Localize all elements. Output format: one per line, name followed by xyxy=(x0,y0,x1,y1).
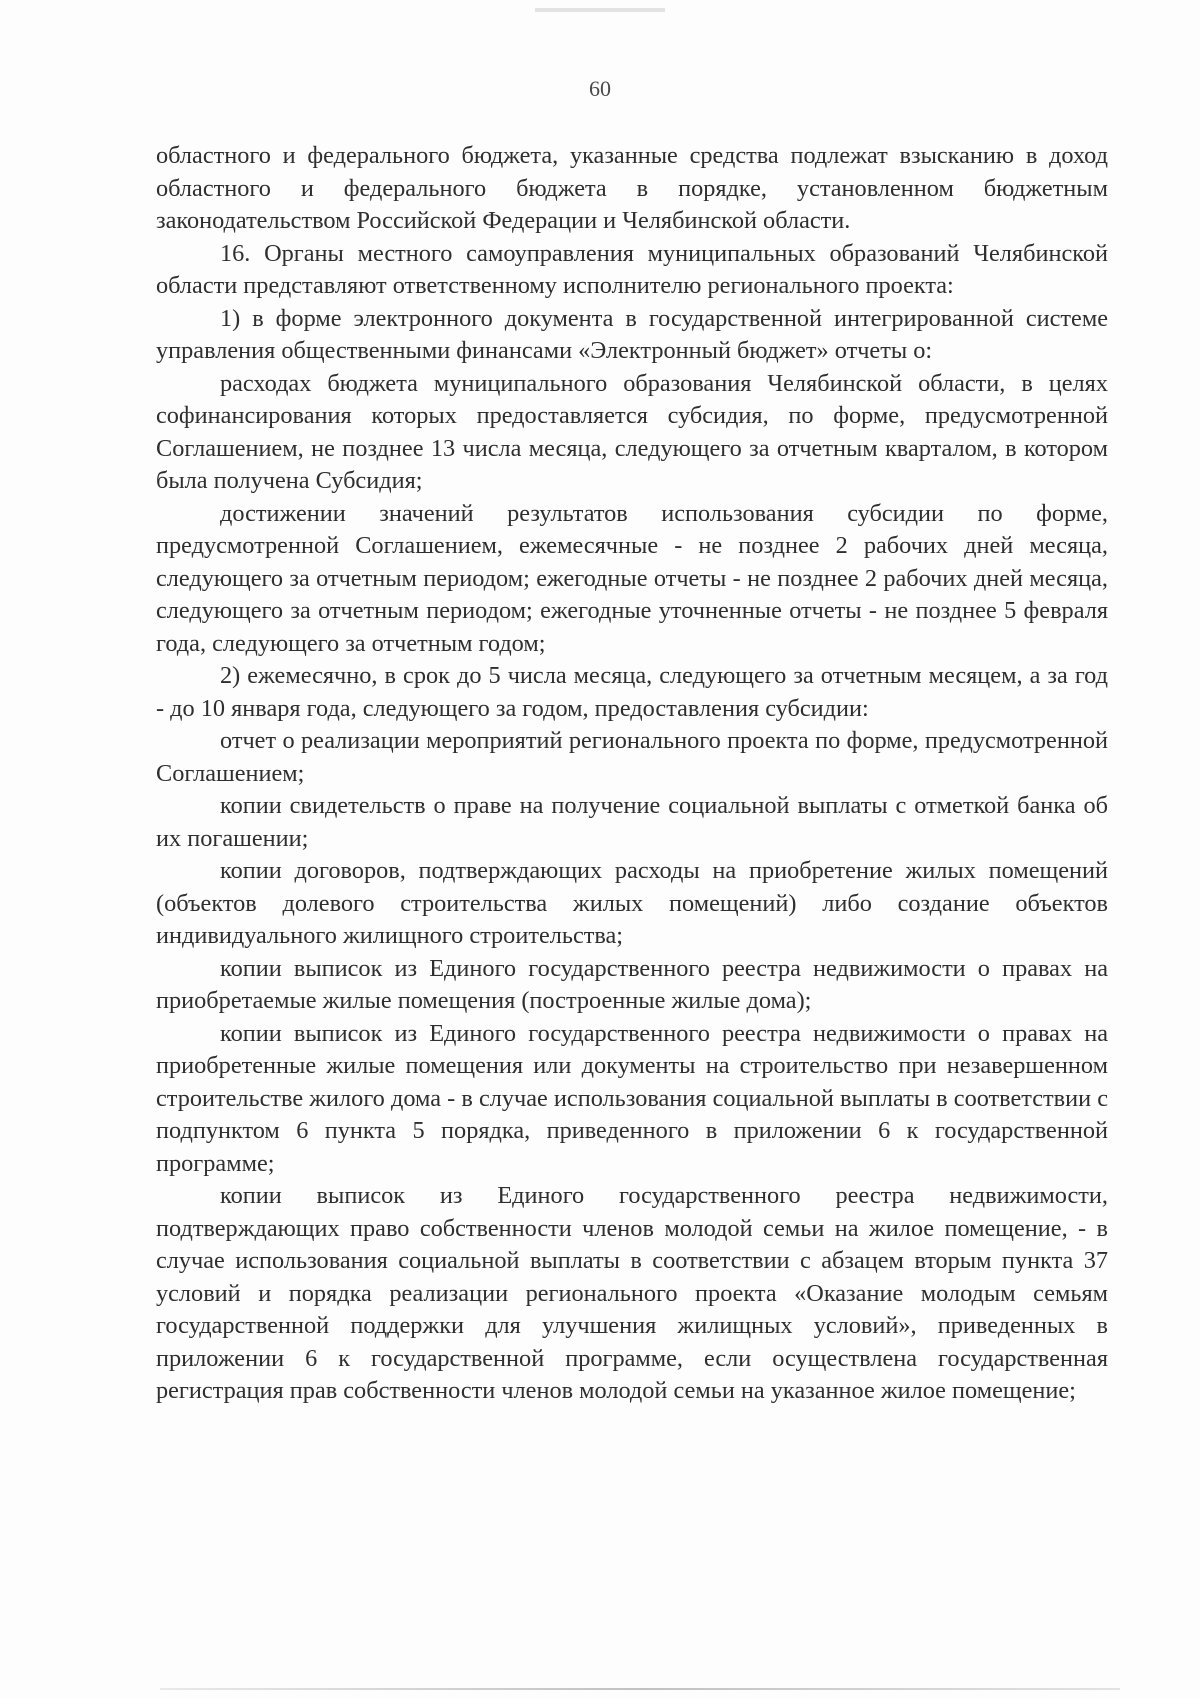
scan-artifact xyxy=(535,8,665,12)
paragraph: областного и федерального бюджета, указанные средства подлежат взысканию в доход областного и федерального бюджета в порядке, установленном бюджетным законодательством Российской Федерации и Челябинской области. xyxy=(156,142,1108,234)
paragraph: расходах бюджета муниципального образования Челябинской области, в целях софинансирования которых предоставляется субсидия, по форме, предусмотренной Соглашением, не позднее 13 числа месяца, следующего за отчетным кварталом, в котором была получена Субсидия; xyxy=(156,369,1108,494)
paragraph: 2) ежемесячно, в срок до 5 числа месяца, следующего за отчетным месяцем, а за год - до 10 января года, следующего за годом, предоставления субсидии: xyxy=(156,662,1108,722)
paragraph: отчет о реализации мероприятий регионального проекта по форме, предусмотренной Соглашением; xyxy=(156,727,1108,787)
paragraph: копии свидетельств о праве на получение социальной выплаты с отметкой банка об их погашении; xyxy=(156,792,1108,852)
paragraph: 16. Органы местного самоуправления муниципальных образований Челябинской области представляют ответственному исполнителю регионального проекта: xyxy=(156,239,1108,299)
page-number: 60 xyxy=(589,76,611,101)
document-body xyxy=(156,140,1108,1408)
paragraph: копии выписок из Единого государственного реестра недвижимости о правах на приобретаемые жилые помещения (построенные жилые дома); xyxy=(156,954,1108,1014)
paragraph: 1) в форме электронного документа в государственной интегрированной системе управления общественными финансами «Электронный бюджет» отчеты о: xyxy=(156,304,1108,364)
bottom-scan-rule xyxy=(160,1688,1120,1690)
paragraph: копии договоров, подтверждающих расходы на приобретение жилых помещений (объектов долевого строительства жилых помещений) либо создание объектов индивидуального жилищного строительства; xyxy=(156,857,1108,949)
paragraph: достижении значений результатов использования субсидии по форме, предусмотренной Соглашением, ежемесячные - не позднее 2 рабочих дней месяца, следующего за отчетным периодом; ежегодные отчеты - не позднее 2 рабочих дней месяца, следующего за отчетным периодом; ежегодные уточненные отчеты - не позднее 5 февраля года, следующего за отчетным годом; xyxy=(156,499,1108,657)
paragraph: копии выписок из Единого государственного реестра недвижимости, подтверждающих право собственности членов молодой семьи на жилое помещение, - в случае использования социальной выплаты в соответствии с абзацем вторым пункта 37 условий и порядка реализации регионального проекта «Оказание молодым семьям государственной поддержки для улучшения жилищных условий», приведенных в приложении 6 к государственной программе, если осуществлена государственная регистрация прав собственности членов молодой семьи на указанное жилое помещение; xyxy=(156,1182,1108,1404)
paragraph: копии выписок из Единого государственного реестра недвижимости о правах на приобретенные жилые помещения или документы на строительство при незавершенном строительстве жилого дома - в случае использования социальной выплаты в соответствии с подпунктом 6 пункта 5 порядка, приведенного в приложении 6 к государственной программе; xyxy=(156,1019,1108,1177)
